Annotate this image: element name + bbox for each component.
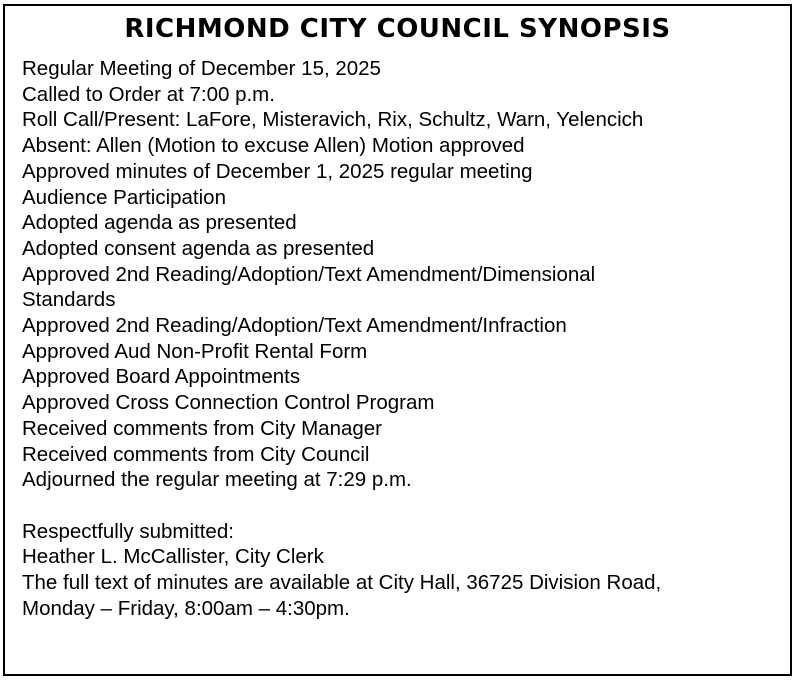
synopsis-line: Regular Meeting of December 15, 2025 [22,57,381,80]
synopsis-line: Approved Aud Non-Profit Rental Form [22,339,368,363]
synopsis-line: Approved Cross Connection Control Program [22,391,435,415]
synopsis-line: Approved 2nd Reading/Adoption/Text Amendment/Infraction [22,314,567,338]
synopsis-line: Adopted agenda as presented [22,211,297,235]
synopsis-line: Received comments from City Manager [22,416,383,440]
closing-line: The full text of minutes are available at City Hall, 36725 Division Road, [22,571,662,595]
synopsis-line: Adopted consent agenda as presented [22,236,375,260]
synopsis-body [22,56,782,621]
synopsis-line: Absent: Allen (Motion to excuse Allen) Motion approved [22,134,525,158]
synopsis-line: Approved 2nd Reading/Adoption/Text Amendment/Dimensional [22,262,596,286]
synopsis-line: Received comments from City Council [22,442,370,466]
closing-line: Heather L. McCallister, City Clerk [22,545,324,569]
synopsis-line: Adjourned the regular meeting at 7:29 p.m. [22,468,412,492]
closing-line: Monday – Friday, 8:00am – 4:30pm. [22,596,350,620]
paragraph-spacer [22,493,782,519]
closing-line: Respectfully submitted: [22,519,234,543]
synopsis-line: Audience Participation [22,185,226,209]
notice-title: RICHMOND CITY COUNCIL SYNOPSIS [124,14,671,44]
synopsis-line: Roll Call/Present: LaFore, Misteravich, Rix, Schultz, Warn, Yelencich [22,108,644,132]
council-synopsis-notice [3,4,792,676]
synopsis-line: Approved minutes of December 1, 2025 regular meeting [22,159,533,183]
synopsis-line: Standards [22,288,116,312]
synopsis-line: Called to Order at 7:00 p.m. [22,82,275,106]
synopsis-line: Approved Board Appointments [22,365,301,389]
